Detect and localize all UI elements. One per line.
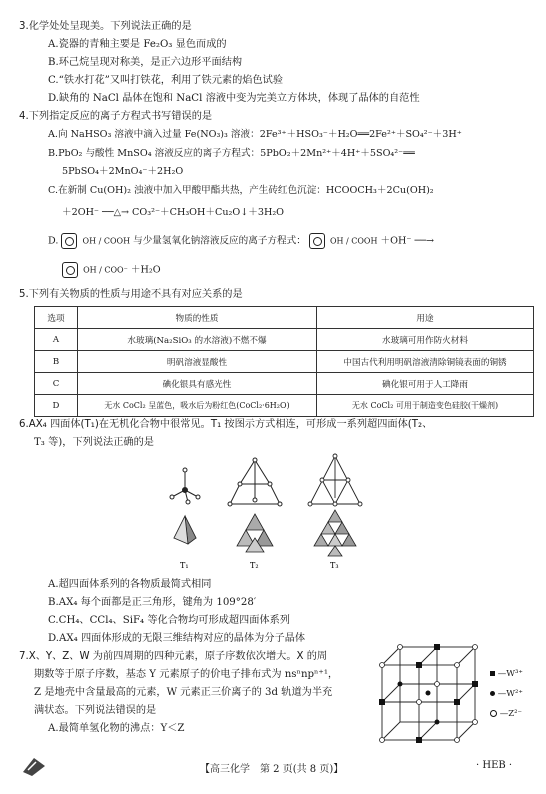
q4-d-prefix: D.: [48, 235, 59, 247]
t1-polyhedron: [174, 516, 196, 544]
t2-polyhedron: [237, 514, 273, 552]
q4-option-a: A.向 NaHSO₃ 溶液中滴入过量 Fe(NO₃)₃ 溶液：2Fe³⁺＋HSO₃⁻＋H₂O══2Fe²⁺＋SO₄²⁻＋3H⁺: [48, 129, 462, 140]
header-option: 选项: [35, 307, 78, 329]
row-property: 明矾溶液显酸性: [78, 351, 317, 373]
q4-d-substituents-2: OH / COOH: [329, 236, 378, 246]
q6-option-b: B.AX₄ 每个面都是正三角形，键角为 109°28′: [48, 597, 257, 608]
q4-option-d-line1: [48, 233, 434, 249]
publisher-logo-icon: [20, 752, 50, 778]
header-use: 用途: [317, 307, 534, 329]
q3-option-c: C.“铁水打花”又叫打铁花，利用了铁元素的焰色试验: [48, 75, 284, 86]
square-marker-icon: [490, 671, 495, 676]
t1-stick-model: [170, 468, 200, 504]
label-t3: T₃: [330, 561, 339, 570]
q7-line3: Z 是地壳中含量最高的元素，W 元素正三价离子的 3d 轨道为半充: [34, 687, 333, 698]
q6-stem-line2: T₃ 等)，下列说法正确的是: [34, 437, 154, 448]
t3-polyhedron: [314, 510, 356, 556]
q4-stem: 4.下列指定反应的离子方程式书写错误的是: [19, 111, 213, 122]
footer-code: · HEB ·: [476, 760, 513, 771]
q6-option-c: C.CH₄、CCl₄、SiF₄ 等化合物均可形成超四面体系列: [48, 615, 290, 626]
table-row: [35, 351, 534, 373]
crystal-cell-figure: [372, 640, 487, 750]
row-label: C: [35, 373, 78, 395]
t3-stick-model: [308, 454, 362, 506]
table-row: [35, 395, 534, 417]
legend-w3-label: —W³⁺: [497, 669, 523, 679]
q4-option-c-line2: ＋2OH⁻ ──△→ CO₃²⁻＋CH₃OH＋Cu₂O↓＋3H₂O: [62, 207, 285, 218]
filled-dot-marker-icon: [490, 691, 495, 696]
q3-option-b: B.环己烷呈现对称美，是正六边形平面结构: [48, 57, 243, 68]
supertetrahedra-figure: [150, 452, 410, 572]
label-t1: T₁: [180, 561, 189, 570]
benzene-ring-icon: [62, 262, 78, 278]
q5-stem: 5.下列有关物质的性质与用途不具有对应关系的是: [19, 289, 243, 300]
q7-line4: 满状态。下列说法错误的是: [34, 705, 157, 716]
q3-option-d: D.缺角的 NaCl 晶体在饱和 NaCl 溶液中变为完美立方体块，体现了晶体的自范性: [48, 93, 420, 104]
row-label: D: [35, 395, 78, 417]
q7-line1: 7.X、Y、Z、W 为前四周期的四种元素，原子序数依次增大。X 的周: [19, 651, 328, 662]
q4-option-d-line2: [62, 262, 161, 278]
row-property: 水玻璃(Na₂SiO₃ 的水溶液)不燃不爆: [78, 329, 317, 351]
row-use: 水玻璃可用作防火材料: [317, 329, 534, 351]
legend-w2: [490, 688, 523, 701]
q7-line2: 期数等于原子序数，基态 Y 元素原子的价电子排布式为 nsⁿnpⁿ⁺¹，: [34, 669, 339, 680]
benzene-ring-icon: [61, 233, 77, 249]
legend-w3: [490, 668, 523, 681]
row-label: B: [35, 351, 78, 373]
row-use: 中国古代利用明矾溶液清除铜镜表面的铜锈: [317, 351, 534, 373]
q6-option-a: A.超四面体系列的各物质最简式相同: [48, 579, 212, 590]
row-use: 碘化银可用于人工降雨: [317, 373, 534, 395]
q4-d-mid: 与少量氢氧化钠溶液反应的离子方程式：: [133, 235, 306, 247]
q6-option-d: D.AX₄ 四面体形成的无限三维结构对应的晶体为分子晶体: [48, 633, 306, 644]
t2-stick-model: [228, 458, 282, 506]
row-label: A: [35, 329, 78, 351]
legend-z-label: —Z²⁻: [499, 709, 523, 719]
legend-w2-label: —W²⁺: [497, 689, 523, 699]
q4-d-product-tail: ＋H₂O: [130, 264, 161, 276]
q4-d-product-substituents: OH / COO⁻: [83, 265, 128, 275]
row-use: 无水 CoCl₂ 可用于制造变色硅胶(干燥剂): [317, 395, 534, 417]
footer-page-info: 【高三化学 第 2 页(共 8 页)】: [200, 764, 344, 775]
table-row: [35, 373, 534, 395]
legend-z: [490, 708, 522, 721]
table-header-row: [35, 307, 534, 329]
benzene-ring-icon: [309, 233, 325, 249]
q4-d-substituents: OH / COOH: [82, 236, 131, 246]
q4-option-c-line1: C.在新制 Cu(OH)₂ 浊液中加入甲酸甲酯共热，产生砖红色沉淀：HCOOCH₃＋2Cu(OH)₂: [48, 185, 434, 196]
open-circle-marker-icon: [490, 710, 497, 717]
label-t2: T₂: [250, 561, 259, 570]
row-property: 无水 CoCl₂ 呈蓝色，吸水后为粉红色(CoCl₂·6H₂O): [78, 395, 317, 417]
q4-option-b-line1: B.PbO₂ 与酸性 MnSO₄ 溶液反应的离子方程式：5PbO₂＋2Mn²⁺＋4H⁺＋5SO₄²⁻══: [48, 148, 415, 159]
q6-stem-line1: 6.AX₄ 四面体(T₁)在无机化合物中很常见。T₁ 按图示方式相连，可形成一系列超四面体(T₂、: [19, 419, 433, 430]
row-property: 碘化银具有感光性: [78, 373, 317, 395]
properties-table: [34, 306, 534, 417]
q4-option-b-line2: 5PbSO₄＋2MnO₄⁻＋2H₂O: [62, 166, 184, 177]
header-property: 物质的性质: [78, 307, 317, 329]
q7-option-a: A.最简单氢化物的沸点：Y＜Z: [48, 723, 185, 734]
table-row: [35, 329, 534, 351]
q4-d-tail: ＋OH⁻ ──→: [380, 235, 435, 247]
q3-stem: 3.化学处处呈现美。下列说法正确的是: [19, 21, 192, 32]
q3-option-a: A.瓷器的青釉主要是 Fe₂O₃ 显色而成的: [48, 39, 227, 50]
